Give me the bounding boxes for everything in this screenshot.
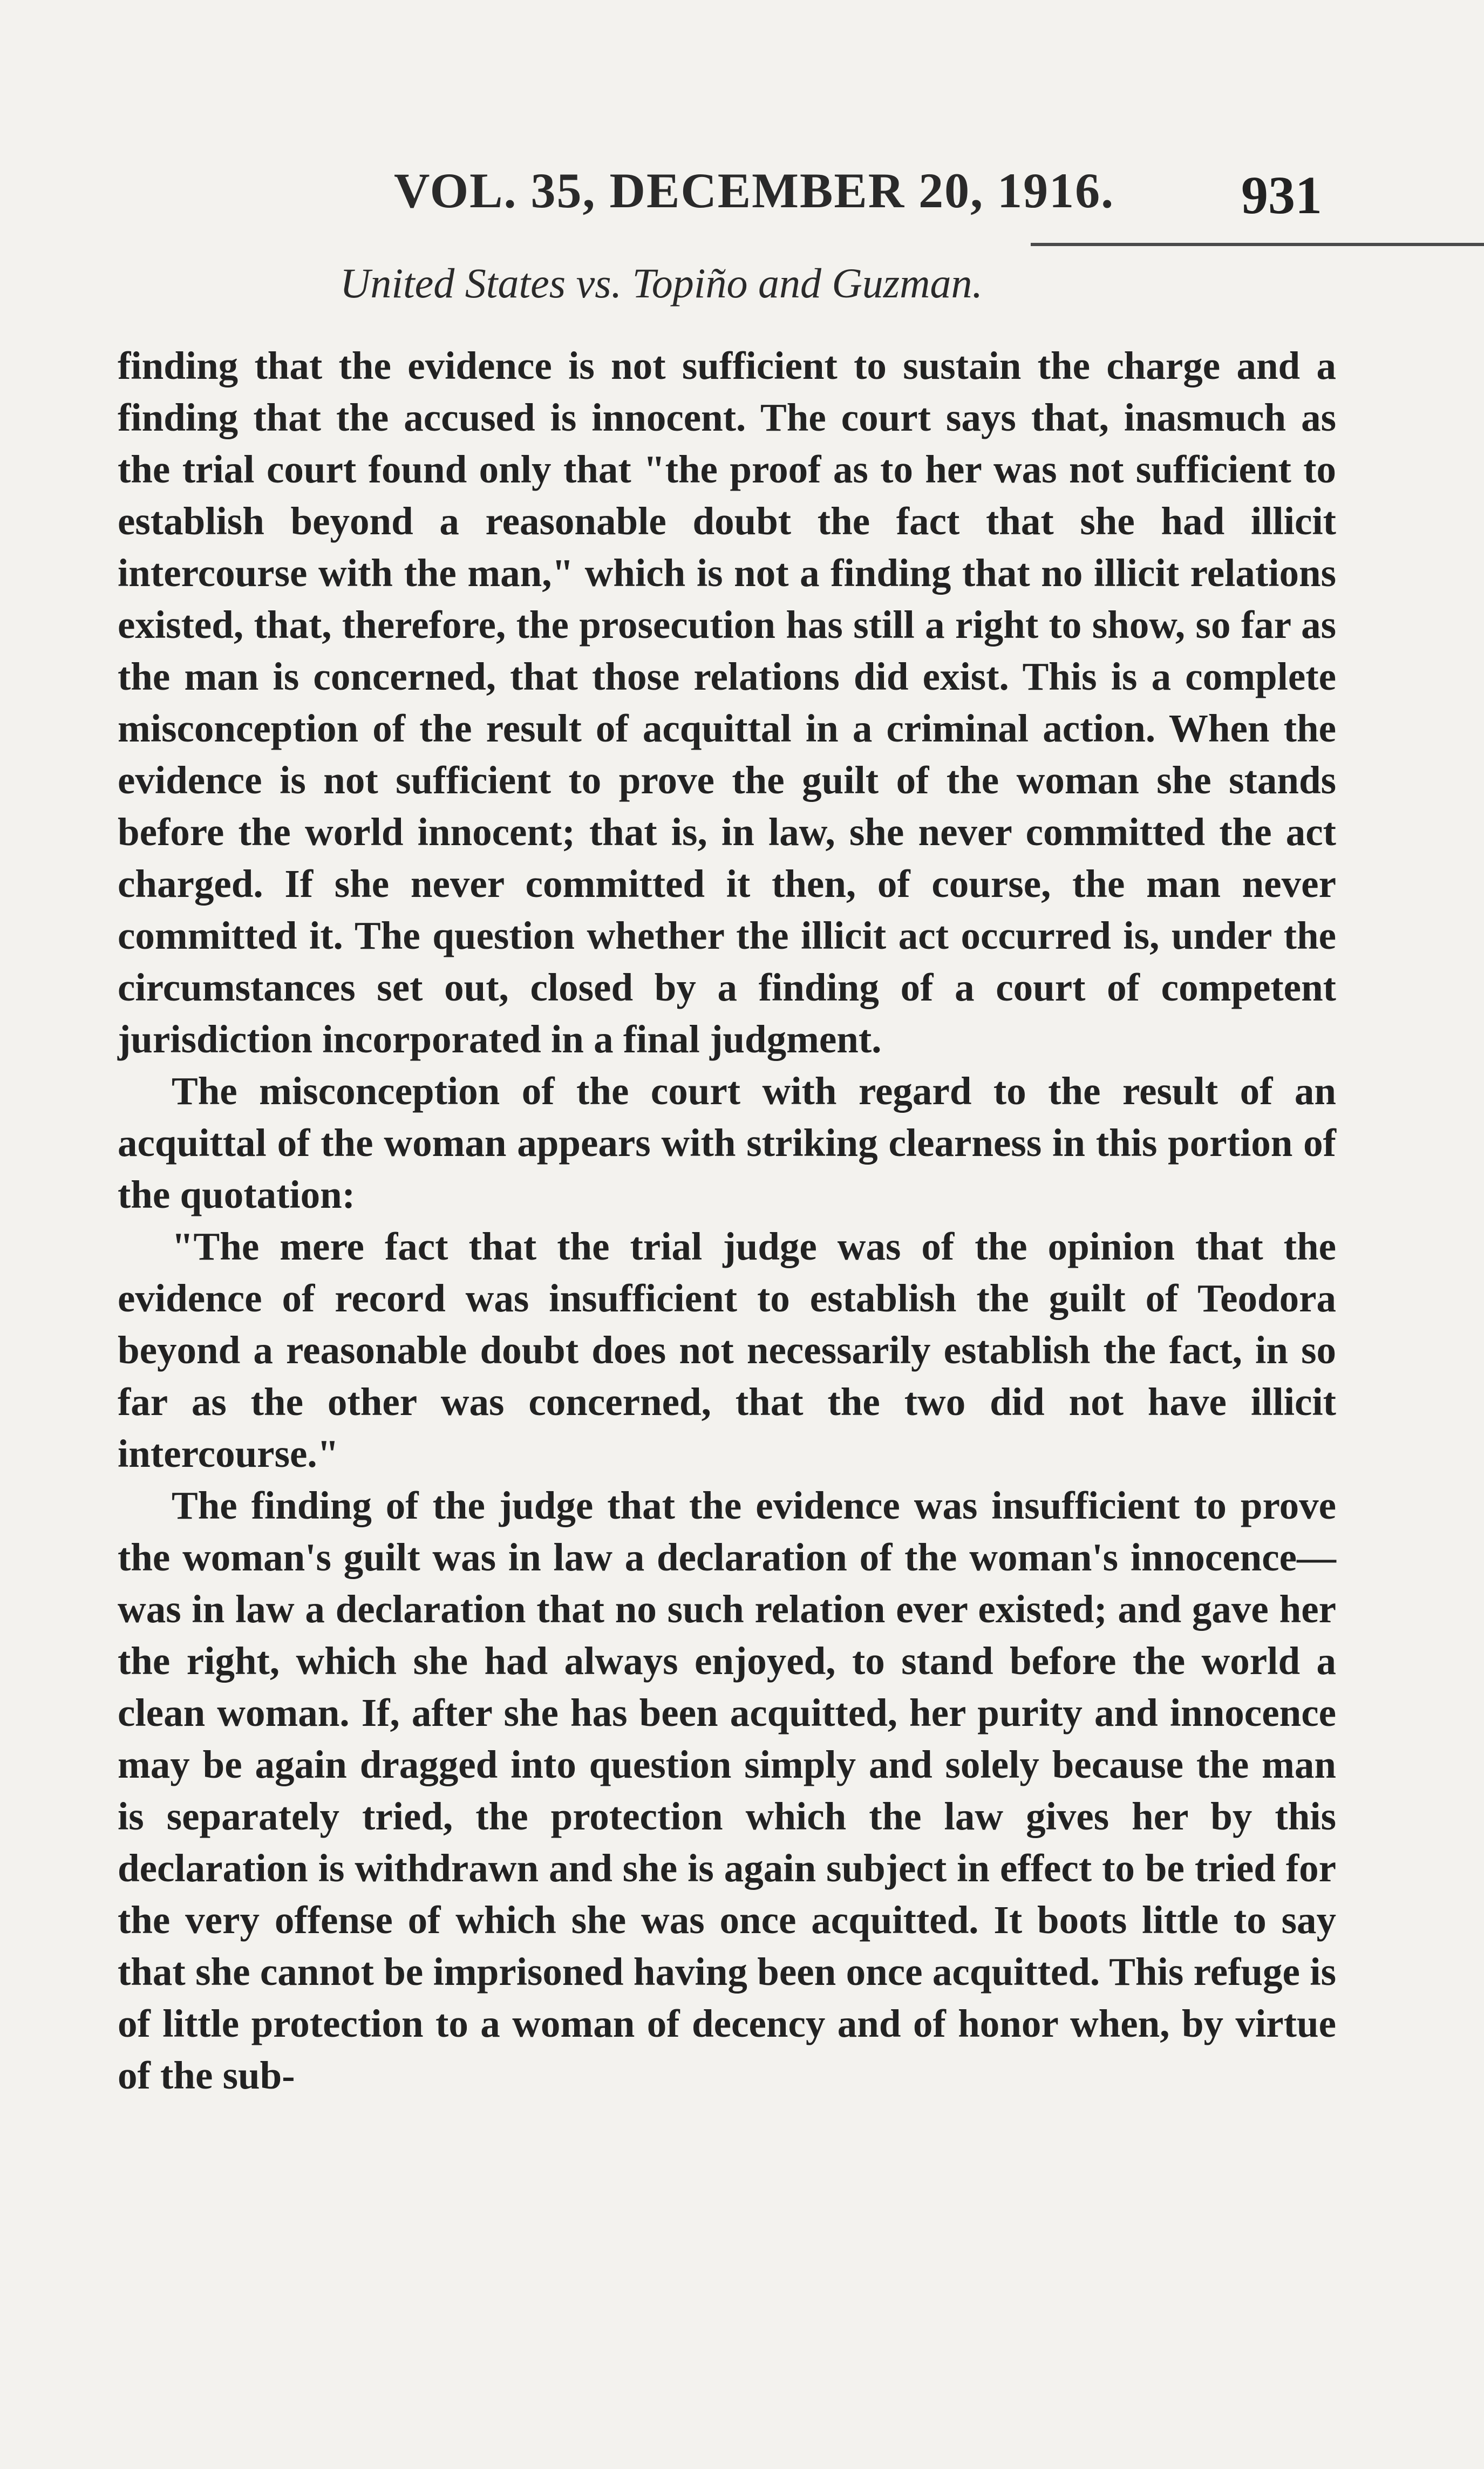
paragraph-4: The finding of the judge that the evidence was insufficient to prove the woman's guilt was in law a declaration of the woman's innocence—was in law a declaration that no such relation ever existed; and gave her the right, which she had always enjoyed, to stand before the world a clean woman. If, after she has been acquitted, her purity and innocence may be again dragged into question simply and solely because the man is separately tried, the protection which the law gives her by this declaration is withdrawn and she is again subject in effect to be tried for the very offense of which she was once acquitted. It boots little to say that she cannot be imprisoned having been once acquitted. This refuge is of little protection to a woman of decency and of honor when, by virtue of the sub- <box>118 1484 1336 2097</box>
case-title: United States vs. Topiño and Guzman. <box>340 260 983 307</box>
paragraph-3-quotation: "The mere fact that the trial judge was of the opinion that the evidence of record was insufficient to establish the guilt of Teodora beyond a reasonable doubt does not necessarily establish the fact, in so far as the other was concerned, that the two did not have illicit intercourse." <box>118 1225 1336 1475</box>
running-title: VOL. 35, DECEMBER 20, 1916. <box>394 163 1115 218</box>
page-number: 931 <box>1241 165 1322 225</box>
paragraph-1: finding that the evidence is not sufficient to sustain the charge and a finding that the accused is innocent. The court says that, inasmuch as the trial court found only that "the proof as to her was not sufficient to establish beyond a reasonable doubt the fact that she had illicit intercourse with the man," which is not a finding that no illicit relations existed, that, therefore, the prosecution has still a right to show, so far as the man is concerned, that those relations did exist. This is a complete misconception of the result of acquittal in a criminal action. When the evidence is not sufficient to prove the guilt of the woman she stands before the world innocent; that is, in law, she never committed the act charged. If she never committed it then, of course, the man never committed it. The question whether the illicit act occurred is, under the circumstances set out, closed by a finding of a court of competent jurisdiction incorporated in a final judgment. <box>118 344 1336 1061</box>
paragraph-2: The misconception of the court with regard to the result of an acquittal of the woman appears with striking clearness in this portion of the quotation: <box>118 1069 1336 1216</box>
header-rule <box>1031 243 1484 246</box>
running-head <box>394 162 1322 237</box>
body-text <box>118 340 1336 2101</box>
